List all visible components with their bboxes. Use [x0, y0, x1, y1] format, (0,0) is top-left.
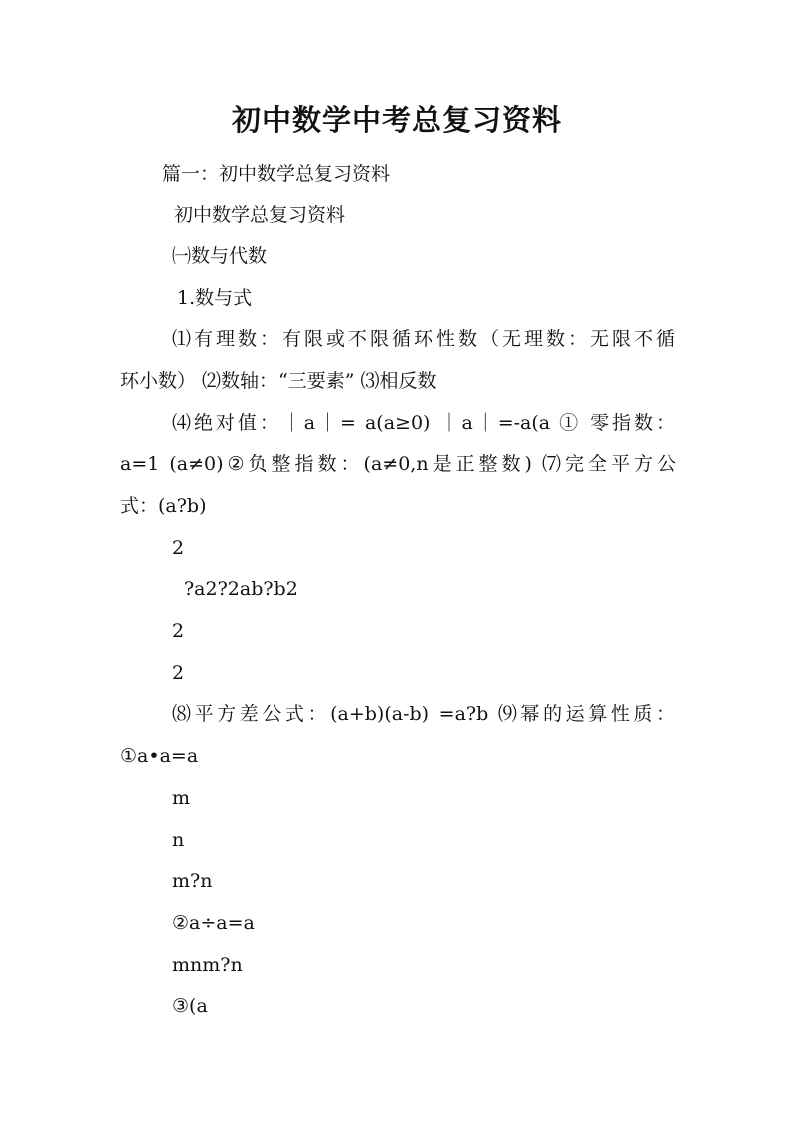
- paragraph-line: ⑴有理数：有限或不限循环性数（无理数：无限不循: [172, 328, 675, 350]
- fragment-line: 2: [172, 662, 185, 684]
- paragraph-line: ⑷绝对值：｜a｜= a(a≥0) ｜a｜=-a(a ① 零指数：: [172, 412, 675, 434]
- fragment-line: m?n: [172, 870, 213, 892]
- fragment-line: m: [172, 787, 191, 809]
- fragment-line: mnm?n: [172, 954, 243, 976]
- paragraph-line: ①a•a=a: [120, 745, 199, 767]
- paragraph-line: ⑻平方差公式：(a+b)(a-b) =a?b ⑼幂的运算性质：: [172, 703, 675, 725]
- document-title: 初中数学中考总复习资料: [231, 103, 562, 137]
- topic-heading: 1.数与式: [177, 287, 253, 309]
- fragment-line: ②a÷a=a: [172, 912, 255, 934]
- fragment-line: ③(a: [172, 995, 208, 1017]
- fragment-line: ?a2?2ab?b2: [184, 578, 298, 600]
- subheading: 初中数学总复习资料: [174, 204, 346, 226]
- paragraph-line: 环小数） ⑵数轴：“三要素” ⑶相反数: [120, 370, 437, 392]
- section-heading: 篇一：初中数学总复习资料: [162, 163, 391, 185]
- fragment-line: 2: [172, 620, 185, 642]
- paragraph-line: 式：(a?b): [120, 495, 207, 517]
- fragment-line: n: [172, 829, 185, 851]
- fragment-line: 2: [172, 537, 185, 559]
- paragraph-line: a=1 (a≠0)②负整指数：(a≠0,n是正整数) ⑺完全平方公: [120, 453, 676, 475]
- chapter-heading: ㈠数与代数: [172, 245, 268, 267]
